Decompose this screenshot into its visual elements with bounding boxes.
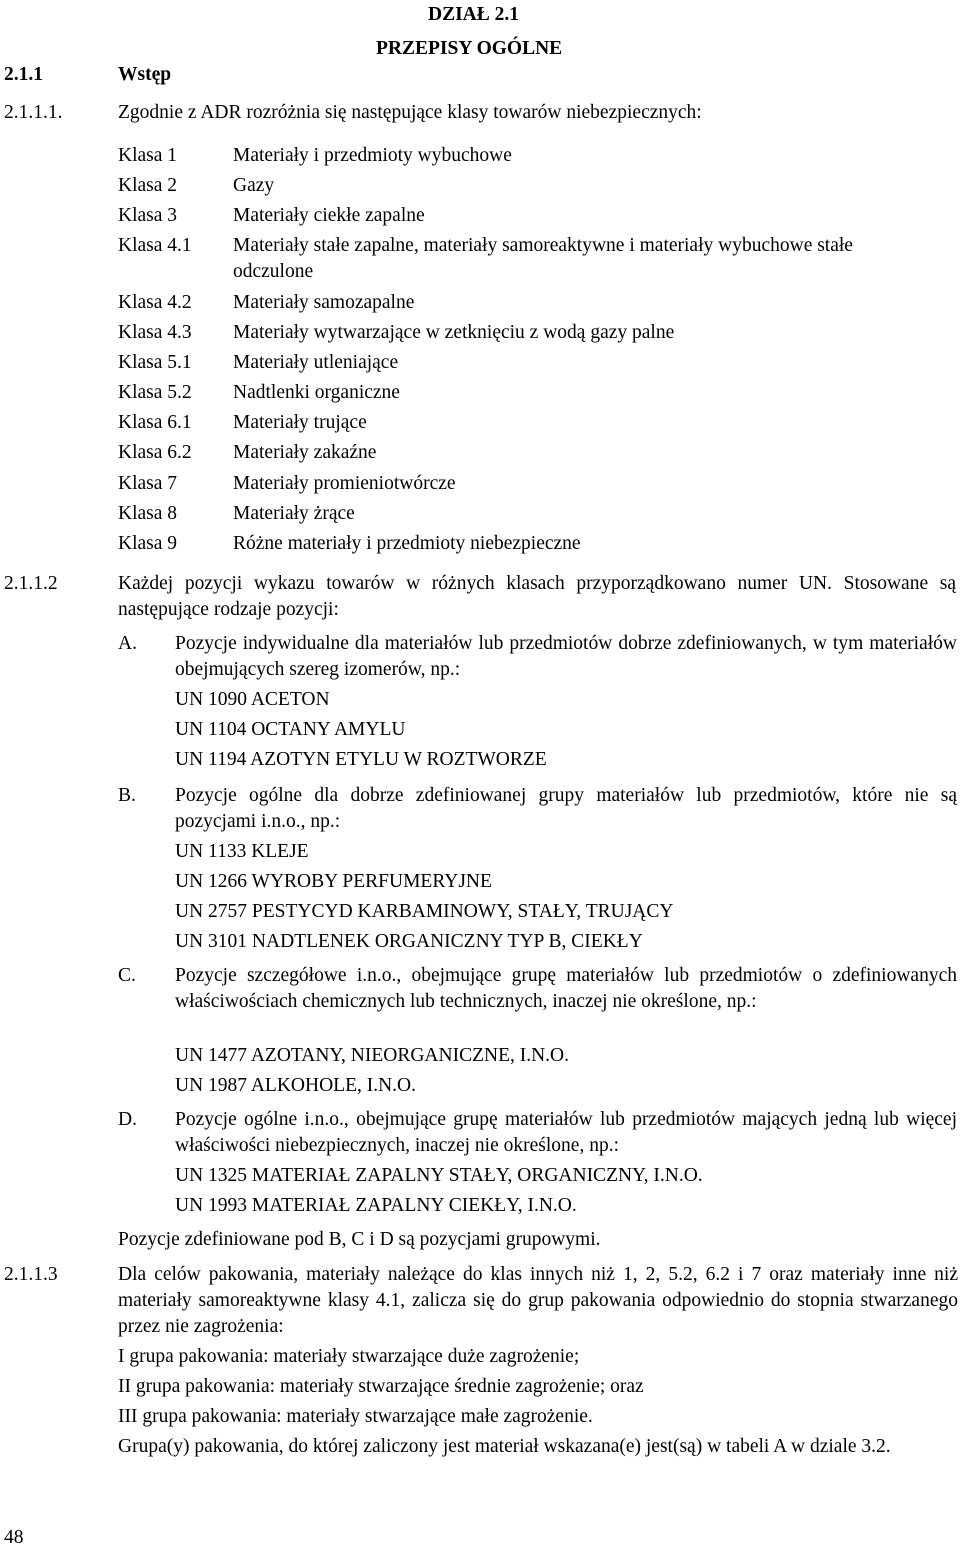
page-number: 48 (4, 1527, 24, 1548)
un-example: UN 1993 MATERIAŁ ZAPALNY CIEKŁY, I.N.O. (175, 1195, 577, 1216)
class-description-continued: odczulone (233, 261, 314, 282)
section-title: Wstęp (118, 64, 172, 85)
paragraph-final: Grupa(y) pakowania, do której zaliczony jest materiał wskazana(e) jest(są) w tabeli A w dziale 3.2. (118, 1436, 891, 1457)
class-code: Klasa 5.1 (118, 352, 192, 373)
item-text: Pozycje indywidualne dla materiałów lub przedmiotów dobrze zdefiniowanych, w tym materiałów obejmujących szereg izomerów, np.: (175, 633, 957, 680)
class-description: Różne materiały i przedmioty niebezpieczne (233, 533, 581, 554)
packing-group: III grupa pakowania: materiały stwarzające małe zagrożenie. (118, 1406, 593, 1427)
item-text: Pozycje ogólne i.n.o., obejmujące grupę materiałów lub przedmiotów mających jedną lub więcej właściwości niebezpiecznych, inaczej nie określone, np.: (175, 1109, 957, 1156)
class-code: Klasa 6.2 (118, 442, 192, 463)
un-example: UN 1987 ALKOHOLE, I.N.O. (175, 1075, 417, 1096)
paragraph-number: 2.1.1.3 (4, 1264, 58, 1285)
class-description: Materiały stałe zapalne, materiały samoreaktywne i materiały wybuchowe stałe (233, 235, 853, 256)
class-description: Materiały trujące (233, 412, 367, 433)
un-example: UN 1133 KLEJE (175, 841, 309, 862)
item-letter: B. (118, 785, 136, 806)
un-example: UN 1477 AZOTANY, NIEORGANICZNE, I.N.O. (175, 1045, 570, 1066)
un-example: UN 1090 ACETON (175, 689, 330, 710)
class-code: Klasa 4.2 (118, 292, 192, 313)
item-text: Pozycje szczegółowe i.n.o., obejmujące grupę materiałów lub przedmiotów o zdefiniowanych właściwościach chemicznych lub technicznych, inaczej nie określone, np.: (175, 965, 957, 1012)
un-example: UN 1325 MATERIAŁ ZAPALNY STAŁY, ORGANICZNY, I.N.O. (175, 1165, 703, 1186)
un-example: UN 3101 NADTLENEK ORGANICZNY TYP B, CIEKŁY (175, 931, 643, 952)
item-letter: D. (118, 1109, 137, 1130)
un-example: UN 1194 AZOTYN ETYLU W ROZTWORZE (175, 749, 547, 770)
class-description: Gazy (233, 175, 275, 196)
class-code: Klasa 9 (118, 533, 178, 554)
paragraph-text: Każdej pozycji wykazu towarów w różnych klasach przyporządkowano numer UN. Stosowane są następujące rodzaje pozycji: (118, 573, 956, 620)
class-code: Klasa 8 (118, 503, 178, 524)
item-letter: C. (118, 965, 136, 986)
paragraph-number: 2.1.1.1. (4, 102, 63, 123)
group-note: Pozycje zdefiniowane pod B, C i D są pozycjami grupowymi. (118, 1229, 601, 1250)
paragraph-text: Zgodnie z ADR rozróżnia się następujące klasy towarów niebezpiecznych: (118, 102, 702, 123)
packing-group: II grupa pakowania: materiały stwarzające średnie zagrożenie; oraz (118, 1376, 644, 1397)
class-code: Klasa 3 (118, 205, 178, 226)
class-description: Nadtlenki organiczne (233, 382, 400, 403)
packing-group: I grupa pakowania: materiały stwarzające duże zagrożenie; (118, 1346, 580, 1367)
class-code: Klasa 4.1 (118, 235, 192, 256)
chapter-label: DZIAŁ 2.1 (428, 4, 520, 25)
class-code: Klasa 4.3 (118, 322, 192, 343)
class-description: Materiały ciekłe zapalne (233, 205, 425, 226)
paragraph-number: 2.1.1.2 (4, 573, 58, 594)
item-letter: A. (118, 633, 137, 654)
class-description: Materiały promieniotwórcze (233, 473, 456, 494)
un-example: UN 1266 WYROBY PERFUMERYJNE (175, 871, 492, 892)
class-description: Materiały wytwarzające w zetknięciu z wodą gazy palne (233, 322, 675, 343)
un-example: UN 1104 OCTANY AMYLU (175, 719, 406, 740)
class-description: Materiały zakaźne (233, 442, 377, 463)
un-example: UN 2757 PESTYCYD KARBAMINOWY, STAŁY, TRUJĄCY (175, 901, 674, 922)
class-description: Materiały utleniające (233, 352, 399, 373)
class-description: Materiały żrące (233, 503, 355, 524)
class-code: Klasa 7 (118, 473, 178, 494)
class-code: Klasa 5.2 (118, 382, 192, 403)
paragraph-text: Dla celów pakowania, materiały należące do klas innych niż 1, 2, 5.2, 6.2 i 7 oraz materiały inne niż materiały samoreaktywne klasy 4.1, zalicza się do grup pakowania odpowiednio do stopnia stwarzanego przez nie zagrożenia: (118, 1264, 958, 1337)
section-number: 2.1.1 (4, 64, 43, 85)
class-code: Klasa 2 (118, 175, 178, 196)
chapter-title: PRZEPISY OGÓLNE (376, 38, 563, 59)
class-code: Klasa 1 (118, 145, 178, 166)
class-description: Materiały i przedmioty wybuchowe (233, 145, 512, 166)
class-description: Materiały samozapalne (233, 292, 415, 313)
class-code: Klasa 6.1 (118, 412, 192, 433)
item-text: Pozycje ogólne dla dobrze zdefiniowanej grupy materiałów lub przedmiotów, które nie są pozycjami i.n.o., np.: (175, 785, 957, 832)
